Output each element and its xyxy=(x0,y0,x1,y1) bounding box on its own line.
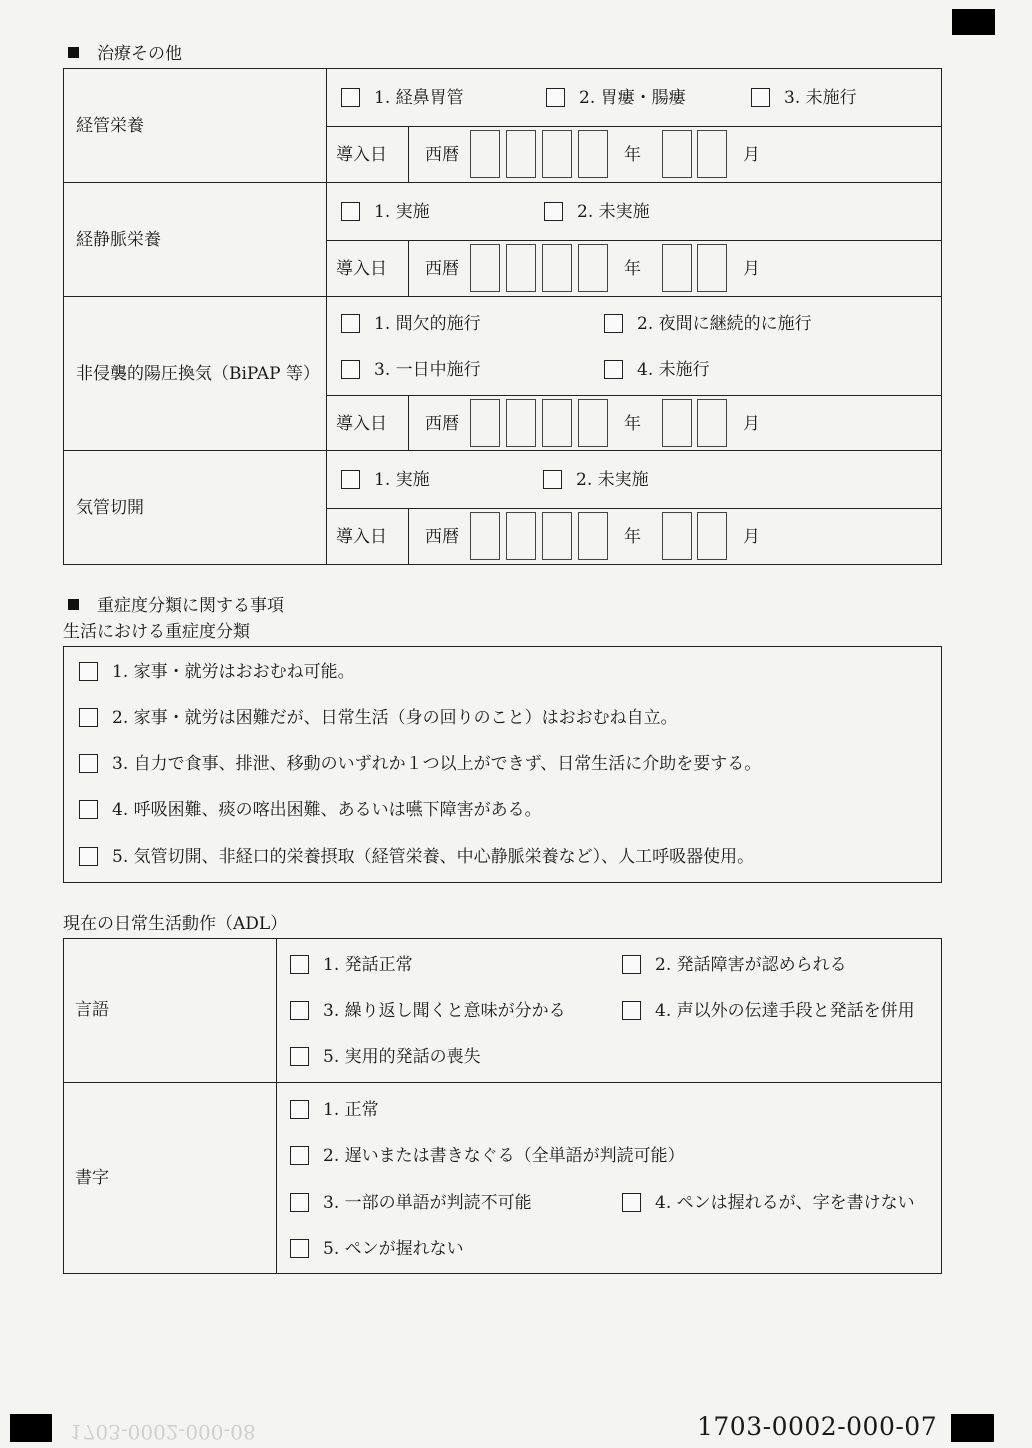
month-digit-input[interactable] xyxy=(697,244,727,292)
year-digit-input[interactable] xyxy=(506,130,536,178)
registration-mark-bottom-right xyxy=(951,1414,994,1442)
severity-option: 4. 呼吸困難、痰の喀出困難、あるいは嚥下障害がある。 xyxy=(112,800,542,820)
checkbox-severity-3[interactable] xyxy=(79,754,98,773)
checkbox-speech-5[interactable] xyxy=(290,1047,309,1066)
era-label: 西暦 xyxy=(425,527,459,547)
month-digit-input[interactable] xyxy=(697,512,727,560)
writing-option: 5. ペンが握れない xyxy=(323,1239,464,1259)
adl-heading: 現在の日常生活動作（ADL） xyxy=(63,914,288,934)
year-label: 年 xyxy=(624,145,641,165)
writing-option: 1. 正常 xyxy=(323,1100,379,1120)
month-label: 月 xyxy=(743,259,760,279)
severity-option: 1. 家事・就労はおおむね可能。 xyxy=(112,662,355,682)
year-digit-input[interactable] xyxy=(470,512,500,560)
checkbox-writing-4[interactable] xyxy=(622,1193,641,1212)
adl-table xyxy=(63,938,942,1274)
month-label: 月 xyxy=(743,145,760,165)
checkbox-severity-4[interactable] xyxy=(79,800,98,819)
checkbox-intermittent[interactable] xyxy=(341,314,360,333)
checkbox-severity-5[interactable] xyxy=(79,847,98,866)
year-digit-input[interactable] xyxy=(578,399,608,447)
checkbox-speech-2[interactable] xyxy=(622,955,641,974)
checkbox-not-performed[interactable] xyxy=(751,88,770,107)
option-label: 3. 一日中施行 xyxy=(374,360,481,380)
form-code: 1703-0002-000-07 xyxy=(697,1412,938,1441)
registration-mark-bottom-left xyxy=(10,1414,52,1442)
checkbox-gastrostomy[interactable] xyxy=(546,88,565,107)
speech-option: 5. 実用的発話の喪失 xyxy=(323,1047,481,1067)
month-digit-input[interactable] xyxy=(662,399,692,447)
severity-subheading: 生活における重症度分類 xyxy=(63,622,250,642)
severity-option: 5. 気管切開、非経口的栄養摂取（経管栄養、中心静脈栄養など）、人工呼吸器使用。 xyxy=(112,847,755,867)
intro-date-label: 導入日 xyxy=(336,414,387,434)
row-label-tube-feeding: 経管栄養 xyxy=(76,116,144,136)
month-label: 月 xyxy=(743,414,760,434)
speech-option: 1. 発話正常 xyxy=(323,955,413,975)
month-digit-input[interactable] xyxy=(662,512,692,560)
row-label-iv-nutrition: 経静脈栄養 xyxy=(76,230,161,250)
era-label: 西暦 xyxy=(425,145,459,165)
era-label: 西暦 xyxy=(425,414,459,434)
square-bullet-icon xyxy=(68,47,79,58)
year-digit-input[interactable] xyxy=(542,399,572,447)
checkbox-writing-1[interactable] xyxy=(290,1100,309,1119)
row-label-bipap: 非侵襲的陽圧換気（BiPAP 等） xyxy=(76,364,320,384)
checkbox-writing-2[interactable] xyxy=(290,1146,309,1165)
option-label: 3. 未施行 xyxy=(784,88,857,108)
year-digit-input[interactable] xyxy=(506,512,536,560)
month-digit-input[interactable] xyxy=(662,130,692,178)
month-label: 月 xyxy=(743,527,760,547)
month-digit-input[interactable] xyxy=(662,244,692,292)
writing-option: 2. 遅いまたは書きなぐる（全単語が判読可能） xyxy=(323,1146,685,1166)
year-digit-input[interactable] xyxy=(578,512,608,560)
ghost-form-code: 1703-0002-000-08 xyxy=(70,1420,256,1444)
checkbox-all-day[interactable] xyxy=(341,360,360,379)
option-label: 1. 経鼻胃管 xyxy=(374,88,464,108)
severity-option: 3. 自力で食事、排泄、移動のいずれか１つ以上ができず、日常生活に介助を要する。 xyxy=(112,754,762,774)
section-heading-text: 治療その他 xyxy=(97,44,182,64)
checkbox-severity-2[interactable] xyxy=(79,708,98,727)
checkbox-iv-performed[interactable] xyxy=(341,202,360,221)
option-label: 2. 夜間に継続的に施行 xyxy=(637,314,812,334)
row-label-tracheostomy: 気管切開 xyxy=(76,498,144,518)
year-digit-input[interactable] xyxy=(542,512,572,560)
option-label: 2. 未実施 xyxy=(576,470,649,490)
writing-option: 3. 一部の単語が判読不可能 xyxy=(323,1193,532,1213)
intro-date-label: 導入日 xyxy=(336,259,387,279)
checkbox-writing-5[interactable] xyxy=(290,1239,309,1258)
checkbox-writing-3[interactable] xyxy=(290,1193,309,1212)
checkbox-nighttime[interactable] xyxy=(604,314,623,333)
year-label: 年 xyxy=(624,527,641,547)
speech-option: 3. 繰り返し聞くと意味が分かる xyxy=(323,1001,566,1021)
checkbox-nasogastric[interactable] xyxy=(341,88,360,107)
speech-option: 2. 発話障害が認められる xyxy=(655,955,847,975)
year-digit-input[interactable] xyxy=(542,130,572,178)
year-digit-input[interactable] xyxy=(506,244,536,292)
registration-mark-top-right xyxy=(952,9,995,35)
month-digit-input[interactable] xyxy=(697,130,727,178)
adl-label-writing: 書字 xyxy=(75,1168,109,1188)
intro-date-label: 導入日 xyxy=(336,145,387,165)
checkbox-speech-4[interactable] xyxy=(622,1001,641,1020)
year-digit-input[interactable] xyxy=(470,244,500,292)
era-label: 西暦 xyxy=(425,259,459,279)
checkbox-severity-1[interactable] xyxy=(79,662,98,681)
option-label: 1. 実施 xyxy=(374,202,430,222)
year-digit-input[interactable] xyxy=(542,244,572,292)
checkbox-trach-performed[interactable] xyxy=(341,470,360,489)
year-digit-input[interactable] xyxy=(578,130,608,178)
square-bullet-icon xyxy=(68,599,79,610)
option-label: 2. 未実施 xyxy=(577,202,650,222)
year-digit-input[interactable] xyxy=(470,130,500,178)
writing-option: 4. ペンは握れるが、字を書けない xyxy=(655,1193,915,1213)
year-digit-input[interactable] xyxy=(506,399,536,447)
adl-label-speech: 言語 xyxy=(75,1000,109,1020)
checkbox-bipap-not-performed[interactable] xyxy=(604,360,623,379)
checkbox-trach-not-performed[interactable] xyxy=(543,470,562,489)
option-label: 1. 間欠的施行 xyxy=(374,314,481,334)
month-digit-input[interactable] xyxy=(697,399,727,447)
option-label: 1. 実施 xyxy=(374,470,430,490)
section-heading-severity xyxy=(68,596,284,616)
section-heading-treatment xyxy=(68,44,182,64)
section-heading-text: 重症度分類に関する事項 xyxy=(97,596,284,616)
severity-option: 2. 家事・就労は困難だが、日常生活（身の回りのこと）はおおむね自立。 xyxy=(112,708,678,728)
option-label: 4. 未施行 xyxy=(637,360,710,380)
year-label: 年 xyxy=(624,259,641,279)
year-digit-input[interactable] xyxy=(470,399,500,447)
checkbox-speech-3[interactable] xyxy=(290,1001,309,1020)
option-label: 2. 胃瘻・腸瘻 xyxy=(579,88,686,108)
year-digit-input[interactable] xyxy=(578,244,608,292)
speech-option: 4. 声以外の伝達手段と発話を併用 xyxy=(655,1001,915,1021)
intro-date-label: 導入日 xyxy=(336,527,387,547)
year-label: 年 xyxy=(624,414,641,434)
checkbox-iv-not-performed[interactable] xyxy=(544,202,563,221)
checkbox-speech-1[interactable] xyxy=(290,955,309,974)
